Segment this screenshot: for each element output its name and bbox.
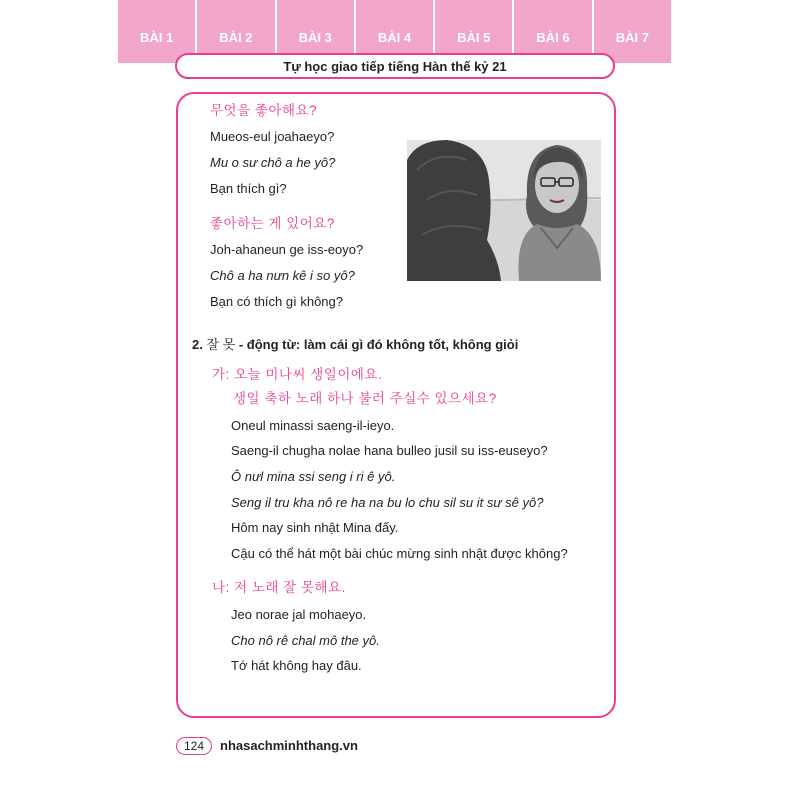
speaker-ga: 가: <box>212 367 230 382</box>
tab-bai-7[interactable]: BÀI 7 <box>615 30 649 45</box>
tab-bai-1[interactable]: BÀI 1 <box>118 0 197 63</box>
dialog-a-meaning-line2: Cậu có thể hát một bài chúc mừng sinh nhật được không? <box>231 546 568 561</box>
section-number: 2. <box>192 337 203 352</box>
dialog-b-korean: 나: 저 노래 잘 못해요. <box>212 580 346 595</box>
dialog-a-meaning-line1: Hôm nay sinh nhật Mina đấy. <box>231 520 399 535</box>
section-korean-word: 잘 못 <box>206 337 236 352</box>
tab-bai-6[interactable]: BÀI 6 <box>514 0 593 63</box>
block2-romanization: Joh-ahaneun ge iss-eoyo? <box>210 242 364 257</box>
block2-meaning: Bạn có thích gì không? <box>210 294 343 309</box>
tab-bai-5[interactable]: BÀI 5 <box>435 0 514 63</box>
dialog-a-pron-line2: Seng il tru kha nô re ha na bu lo chu sil su it sư sê yô? <box>231 495 544 510</box>
tab-bai-4[interactable]: BÀI 4 <box>356 0 435 63</box>
dialog-b-meaning: Tớ hát không hay đâu. <box>231 658 362 673</box>
block1-romanization: Mueos-eul joahaeyo? <box>210 129 335 144</box>
block1-meaning: Bạn thích gì? <box>210 181 287 196</box>
book-title: Tự học giao tiếp tiếng Hàn thế kỷ 21 <box>175 53 615 79</box>
illustration-image <box>407 140 601 281</box>
dialog-b-pronunciation: Cho nô rê chal mô the yô. <box>231 633 380 648</box>
dialog-a-korean-line2: 생일 축하 노래 하나 불러 주실수 있으세요? <box>233 391 497 406</box>
speaker-na: 나: <box>212 580 230 595</box>
block2-korean: 좋아하는 게 있어요? <box>210 216 335 231</box>
two-women-illustration <box>407 140 601 281</box>
block1-pronunciation: Mu o sư chô a he yô? <box>210 155 336 170</box>
page-number: 124 <box>176 737 212 755</box>
block1-korean: 무엇을 좋아해요? <box>210 103 318 118</box>
dialog-a-roman-line2: Saeng-il chugha nolae hana bulleo jusil su iss-euseyo? <box>231 443 548 458</box>
dialog-b-romanization: Jeo norae jal mohaeyo. <box>231 607 367 622</box>
dialog-a-roman-line1: Oneul minassi saeng-il-ieyo. <box>231 418 395 433</box>
block2-pronunciation: Chô a ha nưn kê i so yô? <box>210 268 355 283</box>
website-url: nhasachminhthang.vn <box>220 738 358 753</box>
dialog-a-korean-line1: 가: 오늘 미나씨 생일이에요. <box>212 367 383 382</box>
dialog-a-pron-line1: Ô nưl mina ssi seng i ri ê yô. <box>231 469 396 484</box>
tab-bai-2[interactable]: BÀI 2 <box>197 0 276 63</box>
section-2-heading <box>192 337 518 353</box>
section-definition: - động từ: làm cái gì đó không tốt, không giỏi <box>238 337 519 352</box>
tab-bai-3[interactable]: BÀI 3 <box>277 0 356 63</box>
